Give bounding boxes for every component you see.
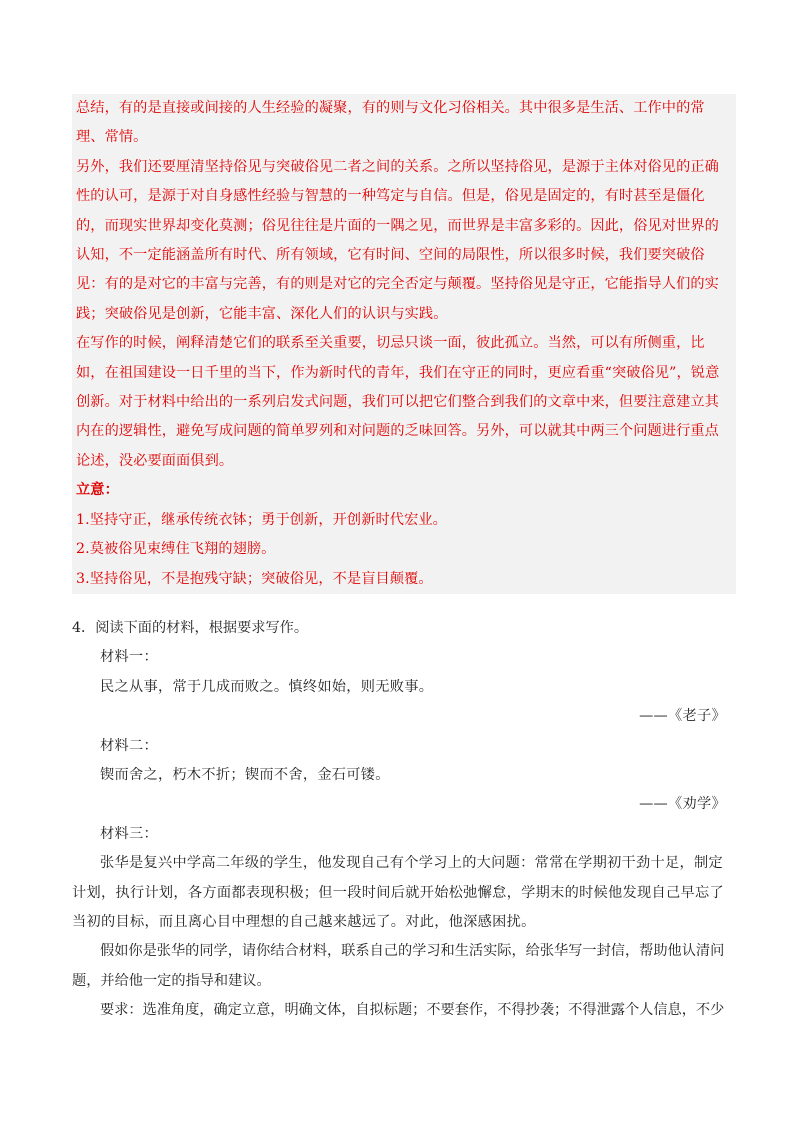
material-3-text: 张华是复兴中学高二年级的学生，他发现自己有个学习上的大问题：常常在学期初干劲十足，制定计划，执行计划，各方面都表现积极；但一段时间后就开始松弛懈怠，学期末的时候他发现自己早忘了当初的目标，而且离心目中理想的自己越来越远了。对此，他深感困扰。 — [72, 855, 724, 931]
material-1-text: 民之从事，常于几成而败之。慎终如始，则无败事。 — [100, 678, 434, 695]
analysis-paragraph: 另外，我们还要厘清坚持俗见与突破俗见二者之间的关系。之所以坚持俗见，是源于主体对俗见的正确性的认可，是源于对自身感性经验与智慧的一种笃定与自信。但是，俗见是固定的，有时甚至是僵化的，而现实世界却变化莫测；俗见往往是片面的一隅之见，而世界是丰富多彩的。因此，俗见对世界的认知，不一定能涵盖所有时代、所有领域，它有时间、空间的局限性，所以很多时候，我们要突破俗见：有的是对它的丰富与完善，有的则是对它的完全否定与颠覆。坚持俗见是守正，它能指导人们的实践；突破俗见是创新，它能丰富、深化人们的认识与实践。 — [76, 158, 719, 322]
writing-task: 假如你是张华的同学，请你结合材料，联系自己的学习和生活实际，给张华写一封信，帮助他认清问题，并给他一定的指导和建议。 — [72, 943, 725, 989]
question-4 — [72, 614, 732, 1026]
answer-analysis-block — [72, 94, 736, 594]
theme-point: 3.坚持俗见，不是抱残守缺；突破俗见，不是盲目颠覆。 — [76, 570, 433, 587]
analysis-paragraph: 在写作的时候，阐释清楚它们的联系至关重要，切忌只谈一面，彼此孤立。当然，可以有所侧重，比如，在祖国建设一日千里的当下，作为新时代的青年，我们在守正的同时，更应看重“突破俗见”，锐意创新。对于材料中给出的一系列启发式问题，我们可以把它们整合到我们的文章中来，但要注意建立其内在的逻辑性，避免写成问题的简单罗列和对问题的乏味回答。另外，可以就其中两三个问题进行重点论述，没必要面面俱到。 — [76, 335, 720, 469]
analysis-paragraph: 总结，有的是直接或间接的人生经验的凝聚，有的则与文化习俗相关。其中很多是生活、工作中的常理、常情。 — [76, 100, 705, 146]
question-title: 4．阅读下面的材料，根据要求写作。 — [72, 620, 309, 636]
material-3-label: 材料三： — [100, 825, 158, 842]
theme-heading: 立意： — [76, 482, 119, 499]
theme-point: 1.坚持守正，继承传统衣钵；勇于创新，开创新时代宏业。 — [76, 511, 447, 528]
material-1-source: ——《老子》 — [639, 708, 726, 725]
material-2-source: ——《劝学》 — [639, 796, 726, 813]
material-2-text: 锲而舍之，朽木不折；锲而不舍，金石可镂。 — [100, 767, 390, 784]
writing-requirements: 要求：选准角度，确定立意，明确文体，自拟标题；不要套作，不得抄袭；不得泄露个人信息，不少 — [100, 1002, 725, 1019]
material-1-label: 材料一： — [100, 649, 158, 666]
material-2-label: 材料二： — [100, 737, 158, 754]
theme-point: 2.莫被俗见束缚住飞翔的翅膀。 — [76, 541, 276, 558]
